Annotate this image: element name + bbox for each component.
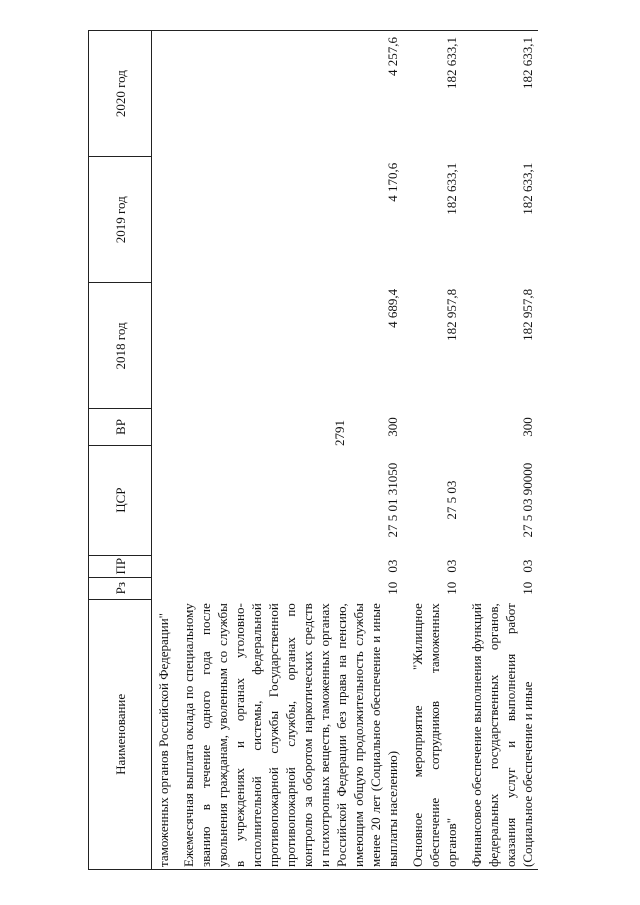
table-row [152,31,175,870]
budget-table [88,30,538,870]
row-rz: 10 [444,581,459,595]
header-2019: 2019 год [89,157,152,283]
row-rz [152,577,175,599]
row-csr: 27 5 03 [444,480,459,520]
row-2020 [152,31,175,157]
row-rz: 10 [520,581,535,595]
row-vr [152,409,175,445]
header-rz: Рз [89,577,152,599]
row-name: Основное мероприятие "Жилищное обеспечение сотрудников таможенных органов" [403,599,462,869]
row-pr: 03 [385,559,400,573]
row-csr [152,445,175,555]
row-2020: 182 633,1 [462,31,538,157]
row-2019: 4 170,6 [385,162,400,202]
row-2019 [152,157,175,283]
row-pr: 03 [520,559,535,573]
row-pr: 03 [444,559,459,573]
table-header [89,31,152,870]
row-csr: 27 5 01 31050 [385,462,400,538]
row-name: таможенных органов Российской Федерации" [152,599,175,869]
header-name: Наименование [89,599,152,869]
header-csr: ЦСР [89,445,152,555]
row-2019: 182 633,1 [520,162,535,215]
row-vr: 300 [520,417,535,437]
header-pr: ПР [89,555,152,577]
row-pr [152,555,175,577]
row-name: Ежемесячная выплата оклада по специальному званию в течение одного года после увольнения гражданам, уволенным со службы в учреждениях и органах уголовно-исполнительной системы, федеральной противопожарной службы Государственной противопожарной службы, органах по контролю за оборотом наркотических средств и психотропных веществ, таможенных органах Российской Федерации без права на пенсию, имеющим общую продолжительность службы менее 20 лет (Социальное обеспечение и иные выплаты населению) [174,599,403,869]
row-2018: 182 957,8 [444,288,459,341]
header-vr: ВР [89,409,152,445]
row-2018: 4 689,4 [385,288,400,328]
row-vr: 300 [385,417,400,437]
header-2018: 2018 год [89,283,152,409]
row-csr: 27 5 03 90000 [520,462,535,538]
row-2019: 182 633,1 [444,162,459,215]
row-2020: 182 633,1 [403,31,462,157]
page-number: 2791 [332,420,347,446]
table-row [174,31,403,870]
row-vr [403,409,462,445]
row-name: Финансовое обеспечение выполнения функций федеральных государственных органов, оказания услуг и выполнения работ (Социальное обеспечение и иные [462,599,538,869]
row-2018 [152,283,175,409]
row-2020: 4 257,6 [174,31,403,157]
row-rz: 10 [385,581,400,595]
row-2018: 182 957,8 [520,288,535,341]
table-row [403,31,462,870]
table-row [462,31,538,870]
header-2020: 2020 год [89,31,152,157]
